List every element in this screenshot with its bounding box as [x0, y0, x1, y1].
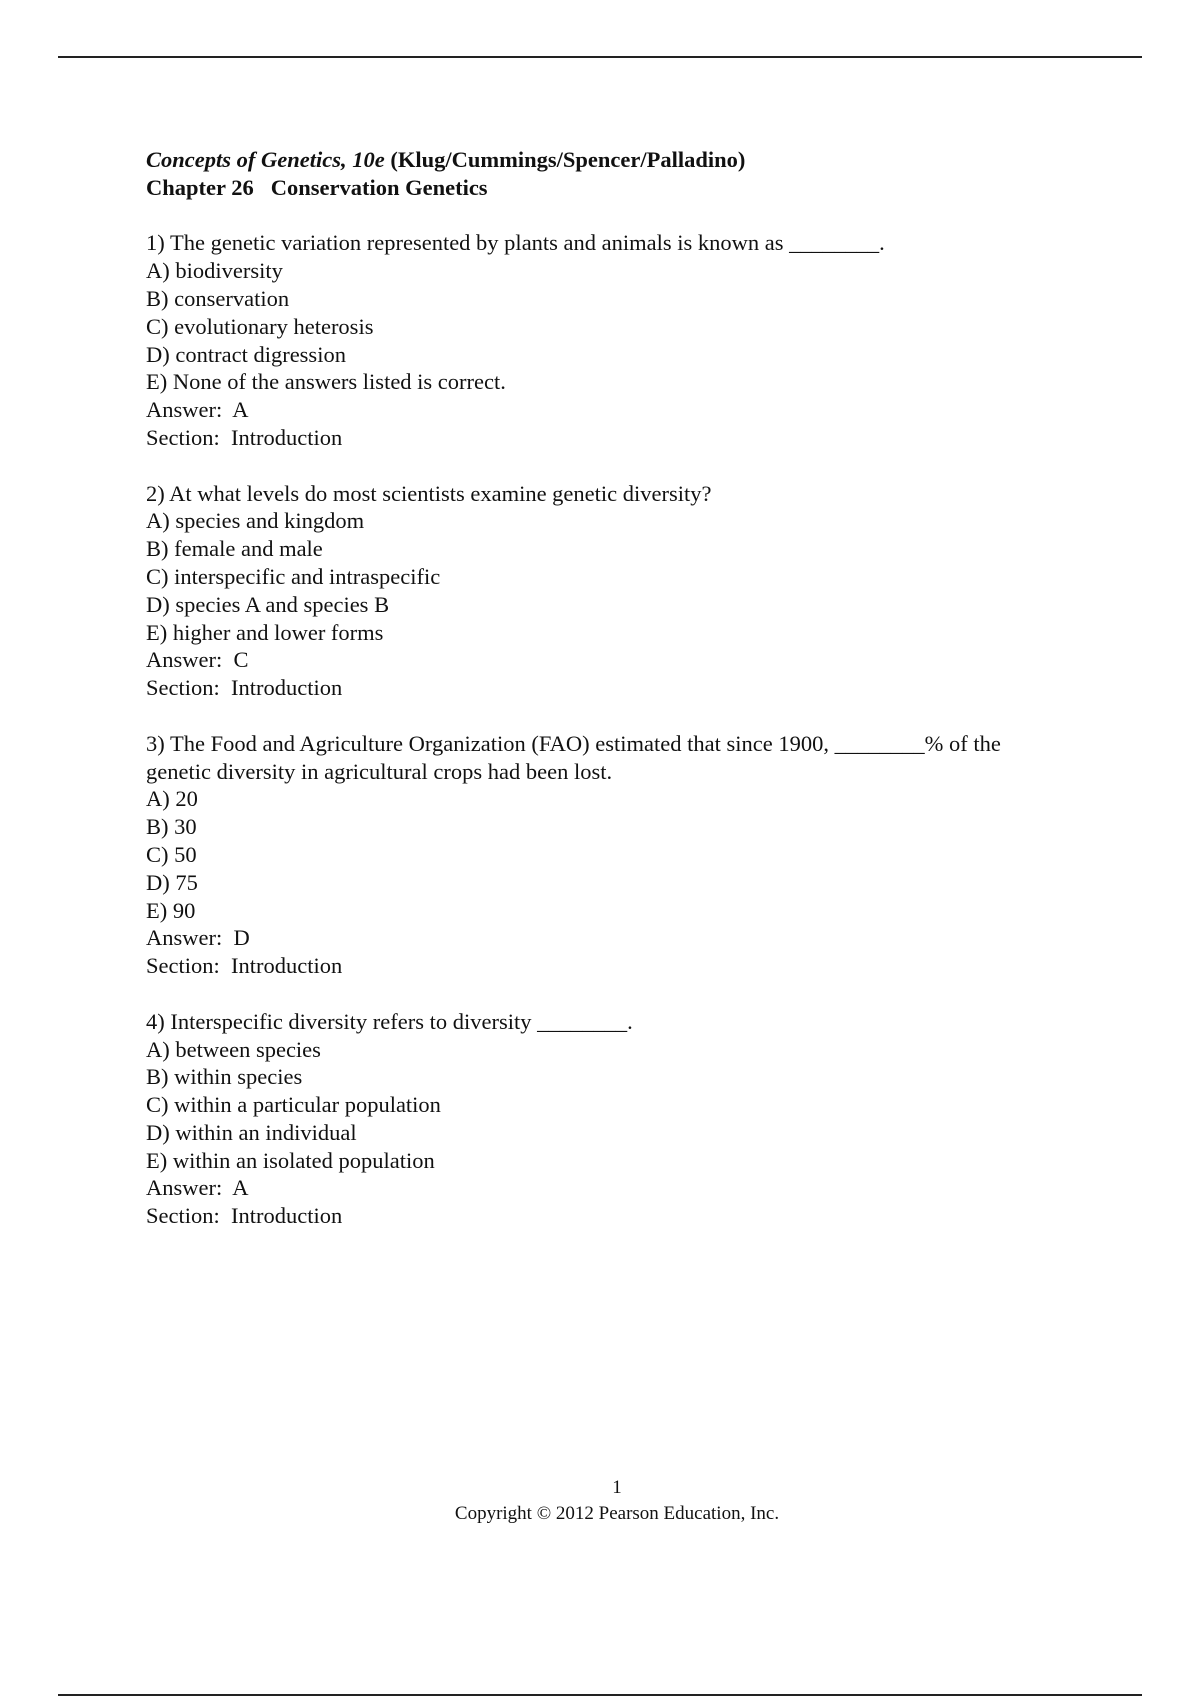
option-c: C) within a particular population	[146, 1092, 441, 1118]
option-c: C) evolutionary heterosis	[146, 313, 374, 339]
question-stem: 1) The genetic variation represented by plants and animals is known as ________.	[146, 230, 885, 256]
option-a: A) between species	[146, 1036, 321, 1062]
book-title-line	[146, 146, 1096, 174]
option-d: D) species A and species B	[146, 591, 390, 617]
option-b: B) within species	[146, 1064, 303, 1090]
option-e: E) None of the answers listed is correct.	[146, 369, 506, 395]
option-e: E) 90	[146, 897, 196, 923]
option-c: C) interspecific and intraspecific	[146, 563, 441, 589]
chapter-line	[146, 174, 1096, 202]
section: Section: Introduction	[146, 675, 343, 701]
section: Section: Introduction	[146, 1203, 343, 1229]
option-d: D) within an individual	[146, 1119, 357, 1145]
chapter-title: Conservation Genetics	[270, 174, 488, 200]
option-d: D) 75	[146, 869, 198, 895]
edition: 10e	[352, 147, 385, 172]
question-stem: 3) The Food and Agriculture Organization (FAO) estimated that since 1900, ________% of the	[146, 730, 1001, 756]
question-2	[146, 480, 1096, 702]
option-c: C) 50	[146, 841, 197, 867]
bottom-rule	[58, 1694, 1142, 1696]
question-stem-continued: genetic diversity in agricultural crops had been lost.	[146, 758, 613, 784]
option-d: D) contract digression	[146, 341, 346, 367]
option-b: B) 30	[146, 814, 197, 840]
chapter-number: Chapter 26	[146, 174, 254, 200]
question-4	[146, 1008, 1096, 1230]
answer: Answer: A	[146, 1175, 249, 1201]
authors: (Klug/Cummings/Spencer/Palladino)	[390, 147, 746, 172]
option-b: B) conservation	[146, 285, 290, 311]
answer: Answer: A	[146, 397, 249, 423]
option-a: A) species and kingdom	[146, 508, 365, 534]
question-1	[146, 229, 1096, 451]
option-a: A) 20	[146, 786, 198, 812]
top-rule	[58, 56, 1142, 58]
answer: Answer: D	[146, 925, 250, 951]
page-number: 1	[612, 1477, 622, 1498]
document-body	[146, 146, 1096, 1230]
copyright-notice: Copyright © 2012 Pearson Education, Inc.	[454, 1503, 780, 1524]
answer: Answer: C	[146, 647, 249, 673]
option-b: B) female and male	[146, 536, 323, 562]
option-a: A) biodiversity	[146, 258, 283, 284]
option-e: E) higher and lower forms	[146, 619, 384, 645]
section: Section: Introduction	[146, 424, 343, 450]
book-title: Concepts of Genetics,	[146, 147, 347, 172]
option-e: E) within an isolated population	[146, 1147, 435, 1173]
question-stem: 2) At what levels do most scientists examine genetic diversity?	[146, 480, 712, 506]
question-stem: 4) Interspecific diversity refers to diversity ________.	[146, 1008, 633, 1034]
section: Section: Introduction	[146, 953, 343, 979]
question-3	[146, 730, 1096, 980]
